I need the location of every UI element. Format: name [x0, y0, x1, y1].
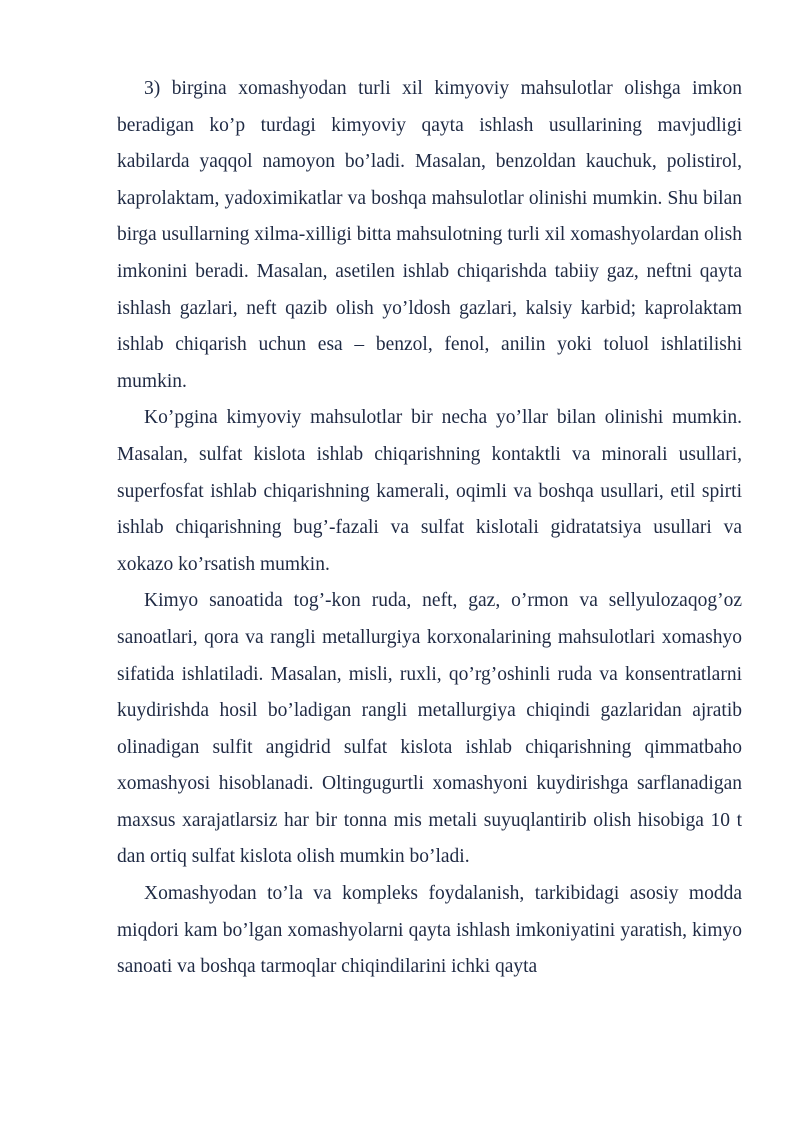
paragraph-2: Ko’pgina kimyoviy mahsulotlar bir necha yo’llar bilan olinishi mumkin. Masalan, sulfat kislota ishlab chiqarishning kontaktli va minorali usullari, superfosfat ishlab chiqarishning kamerali, oqimli va boshqa usullari, etil spirti ishlab chiqarishning bug’-fazali va sulfat kislotali gidratatsiya usullari va xokazo ko’rsatish mumkin. — [117, 407, 742, 575]
paragraph-1: 3) birgina xomashyodan turli xil kimyoviy mahsulotlar olishga imkon beradigan ko’p turdagi kimyoviy qayta ishlash usullarining mavjudligi kabilarda yaqqol namoyon bo’ladi. Masalan, benzoldan kauchuk, polistirol, kaprolaktam, yadoximikatlar va boshqa mahsulotlar olinishi mumkin. Shu bilan birga usullarning xilma-xilligi bitta mahsulotning turli xil xomashyolardan olish imkonini beradi. Masalan, asetilen ishlab chiqarishda tabiiy gaz, neftni qayta ishlash gazlari, neft qazib olish yo’ldosh gazlari, kalsiy karbid; kaprolaktam ishlab chiqarish uchun esa – benzol, fenol, anilin yoki toluol ishlatilishi mumkin. — [117, 78, 742, 392]
paragraph-4: Xomashyodan to’la va kompleks foydalanish, tarkibidagi asosiy modda miqdori kam bo’lgan xomashyolarni qayta ishlash imkoniyatini yaratish, kimyo sanoati va boshqa tarmoqlar chiqindilarini ichki qayta — [117, 883, 742, 978]
paragraph-3: Kimyo sanoatida tog’-kon ruda, neft, gaz, o’rmon va sellyulozaqog’oz sanoatlari, qora va rangli metallurgiya korxonalarining mahsulotlari xomashyo sifatida ishlatiladi. Masalan, misli, ruxli, qo’rg’oshinli ruda va konsentratlarni kuydirishda hosil bo’ladigan rangli metallurgiya chiqindi gazlaridan ajratib olinadigan sulfit angidrid sulfat kislota ishlab chiqarishning qimmatbaho xomashyosi hisoblanadi. Oltingugurtli xomashyoni kuydirishga sarflanadigan maxsus xarajatlarsiz har bir tonna mis metali suyuqlantirib olish hisobiga 10 t dan ortiq sulfat kislota olish mumkin bo’ladi. — [117, 590, 742, 868]
body-text — [117, 71, 742, 986]
